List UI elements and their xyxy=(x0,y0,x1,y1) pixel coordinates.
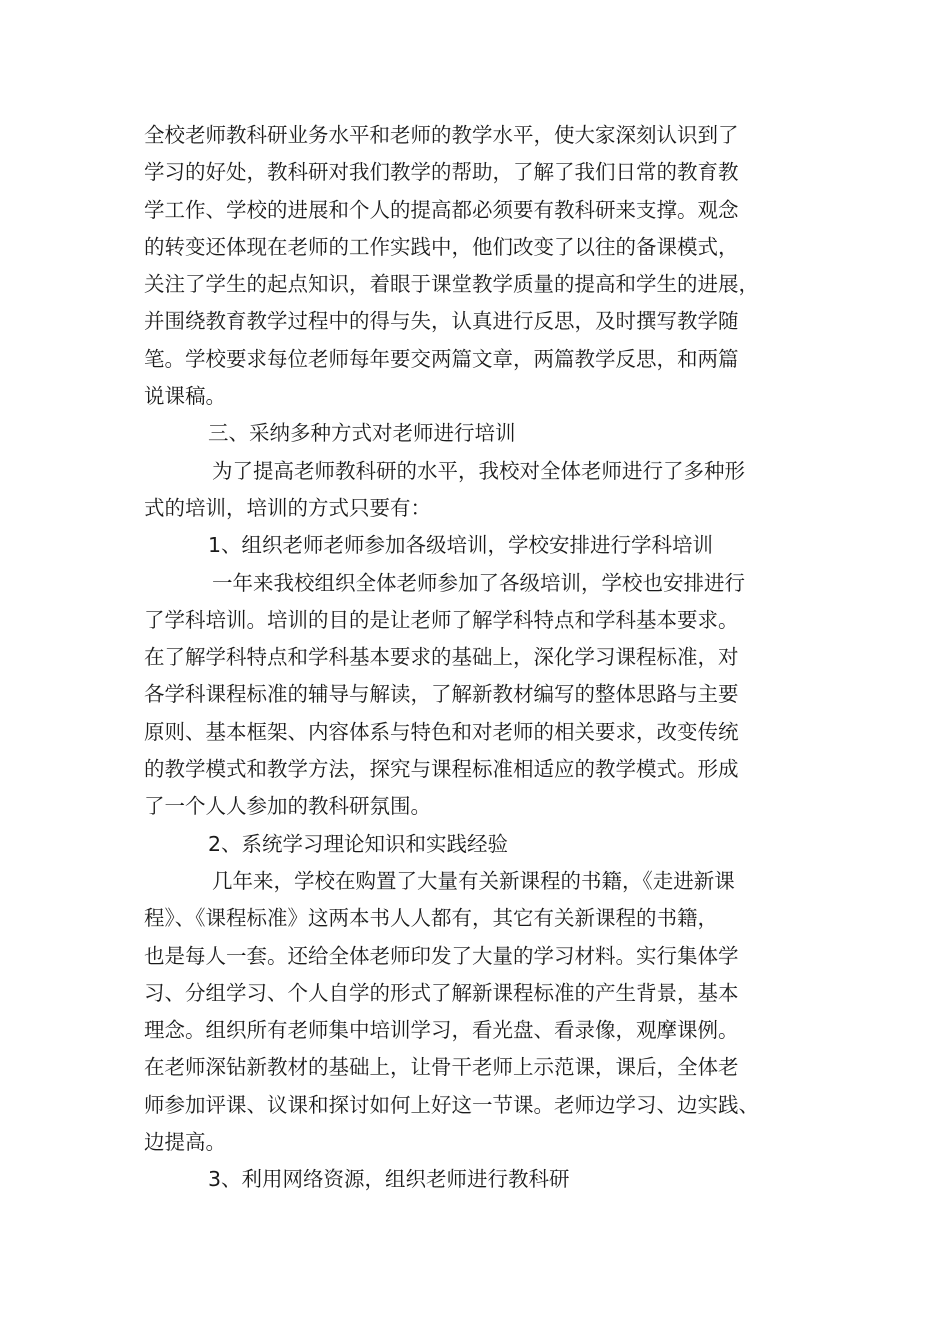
text-line: 在老师深钻新教材的基础上，让骨干老师上示范课，课后，全体老 xyxy=(144,1055,739,1080)
text-line: 程》、《课程标准》这两本书人人都有，其它有关新课程的书籍， xyxy=(144,906,718,931)
text-line: 说课稿。 xyxy=(144,384,226,409)
text-line: 一年来我校组织全体老师参加了各级培训，学校也安排进行 xyxy=(212,570,745,595)
text-line: 各学科课程标准的辅导与解读，了解新教材编写的整体思路与主要 xyxy=(144,682,739,707)
paragraph-intro xyxy=(144,117,830,415)
paragraph-training-2 xyxy=(144,863,830,1161)
document-body xyxy=(144,117,830,1199)
paragraph-training-1 xyxy=(144,565,830,826)
text-line: 全校老师教科研业务水平和老师的教学水平，使大家深刻认识到了 xyxy=(144,123,739,147)
section-heading-text: 三、采纳多种方式对老师进行培训 xyxy=(208,421,516,446)
subheading-2 xyxy=(144,826,830,863)
text-line: 理念。组织所有老师集中培训学习，看光盘、看录像，观摩课例。 xyxy=(144,1018,739,1043)
text-line: 学工作、学校的进展和个人的提高都必须要有教科研来支撑。观念 xyxy=(144,197,739,222)
text-line: 边提高。 xyxy=(144,1130,226,1155)
text-line: 了一个人人参加的教科研氛围。 xyxy=(144,794,431,819)
text-line: 在了解学科特点和学科基本要求的基础上，深化学习课程标准，对 xyxy=(144,645,739,670)
text-line: 几年来，学校在购置了大量有关新课程的书籍，《走进新课 xyxy=(212,868,735,893)
subheading-text: 1、组织老师老师参加各级培训，学校安排进行学科培训 xyxy=(208,533,714,558)
text-line: 学习的好处，教科研对我们教学的帮助，了解了我们日常的教育教 xyxy=(144,160,739,185)
text-line: 的转变还体现在老师的工作实践中，他们改变了以往的备课模式， xyxy=(144,234,739,259)
paragraph-training-intro xyxy=(144,453,830,528)
text-line: 关注了学生的起点知识，着眼于课堂教学质量的提高和学生的进展， xyxy=(144,272,759,297)
subheading-3 xyxy=(144,1161,830,1198)
text-line: 笔。学校要求每位老师每年要交两篇文章，两篇教学反思，和两篇 xyxy=(144,346,739,371)
section-heading xyxy=(144,415,830,452)
text-line: 并围绕教育教学过程中的得与失，认真进行反思，及时撰写教学随 xyxy=(144,309,739,334)
subheading-text: 3、利用网络资源，组织老师进行教科研 xyxy=(208,1167,570,1192)
text-line: 习、分组学习、个人自学的形式了解新课程标准的产生背景，基本 xyxy=(144,980,739,1005)
text-line: 也是每人一套。还给全体老师印发了大量的学习材料。实行集体学 xyxy=(144,943,739,968)
text-line: 原则、基本框架、内容体系与特色和对老师的相关要求，改变传统 xyxy=(144,719,739,744)
text-line: 师参加评课、议课和探讨如何上好这一节课。老师边学习、边实践、 xyxy=(144,1092,759,1117)
subheading-1 xyxy=(144,527,830,564)
text-line: 了学科培训。培训的目的是让老师了解学科特点和学科基本要求。 xyxy=(144,607,739,632)
text-line: 为了提高老师教科研的水平，我校对全体老师进行了多种形 xyxy=(212,458,745,483)
text-line: 式的培训，培训的方式只要有： xyxy=(144,495,431,520)
text-line: 的教学模式和教学方法，探究与课程标准相适应的教学模式。形成 xyxy=(144,757,739,782)
subheading-text: 2、系统学习理论知识和实践经验 xyxy=(208,831,509,856)
